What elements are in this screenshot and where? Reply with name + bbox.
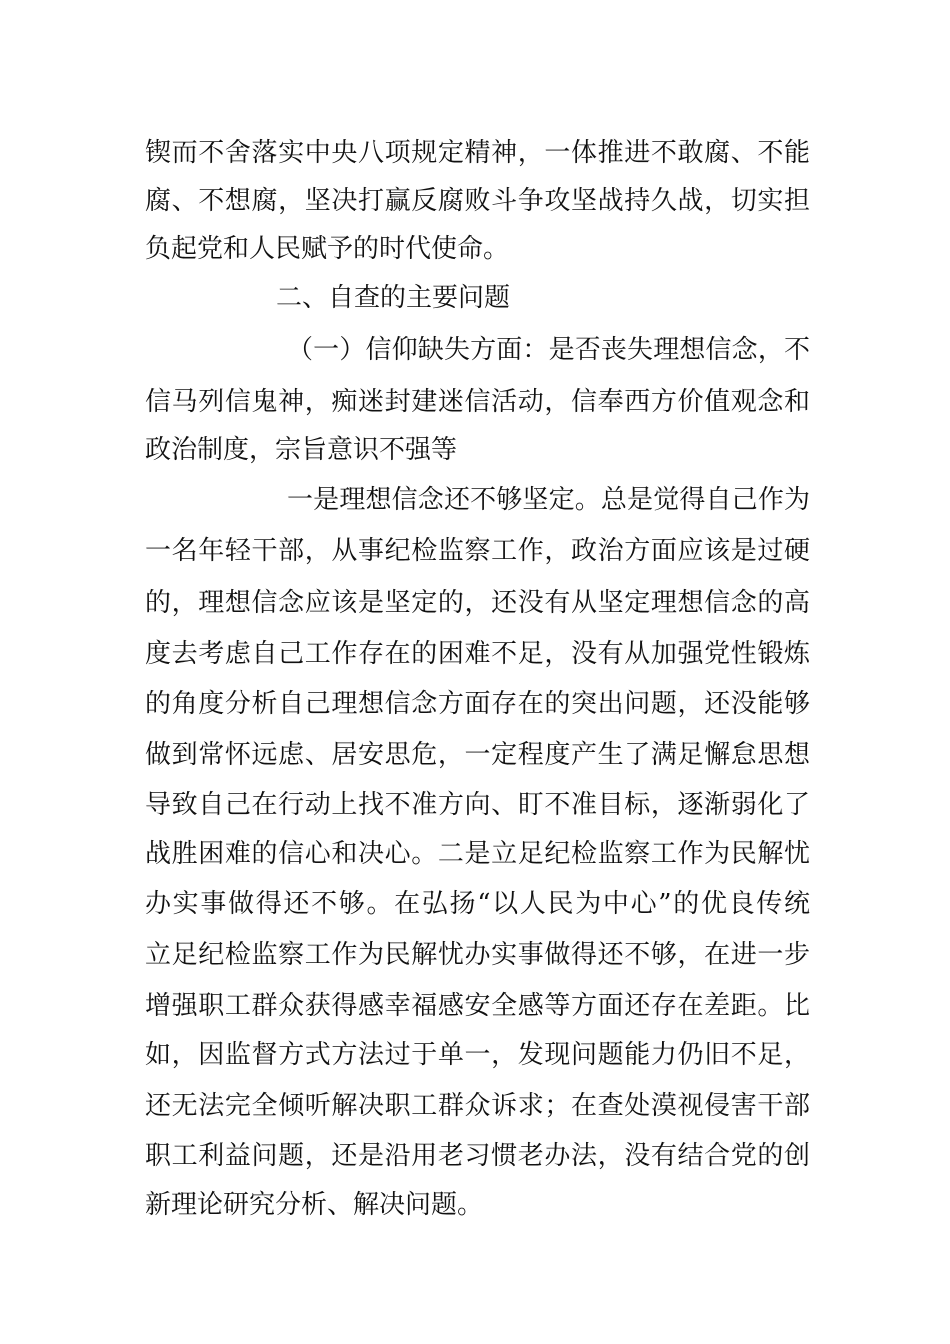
paragraph-line: 增强职工群众获得感幸福感安全感等方面还存在差距。比 <box>145 991 810 1021</box>
paragraph-line: 做到常怀远虑、居安思危，一定程度产生了满足懈怠思想 <box>145 740 810 770</box>
paragraph-line: 还无法完全倾听解决职工群众诉求；在查处漠视侵害干部 <box>145 1091 810 1121</box>
paragraph-line: 职工利益问题，还是沿用老习惯老办法，没有结合党的创 <box>145 1141 810 1171</box>
subsection-heading-line: （一）信仰缺失方面：是否丧失理想信念，不 <box>287 335 810 365</box>
paragraph-line: 度去考虑自己工作存在的困难不足，没有从加强党性锻炼 <box>145 639 810 669</box>
paragraph-line: 腐、不想腐，坚决打赢反腐败斗争攻坚战持久战，切实担 <box>145 186 810 216</box>
paragraph-line: 如，因监督方式方法过于单一，发现问题能力仍旧不足， <box>145 1040 810 1070</box>
paragraph-line: 战胜困难的信心和决心。二是立足纪检监察工作为民解忧 <box>145 839 810 869</box>
paragraph-line: 导致自己在行动上找不准方向、盯不准目标，逐渐弱化了 <box>145 790 810 820</box>
paragraph-line: 一名年轻干部，从事纪检监察工作，政治方面应该是过硬 <box>145 536 810 566</box>
paragraph-line: 办实事做得还不够。在弘扬“以人民为中心”的优良传统 <box>145 889 810 919</box>
paragraph-line: 锲而不舍落实中央八项规定精神，一体推进不敢腐、不能 <box>145 138 810 168</box>
subsection-heading-line: 信马列信鬼神，痴迷封建迷信活动，信奉西方价值观念和 <box>145 387 810 417</box>
subsection-heading-line: 政治制度，宗旨意识不强等 <box>145 435 458 465</box>
section-heading: 二、自查的主要问题 <box>276 283 511 313</box>
paragraph-line: 的角度分析自己理想信念方面存在的突出问题，还没能够 <box>145 689 810 719</box>
paragraph-line: 立足纪检监察工作为民解忧办实事做得还不够，在进一步 <box>145 940 810 970</box>
paragraph-line: 负起党和人民赋予的时代使命。 <box>145 234 510 264</box>
paragraph-line: 的，理想信念应该是坚定的，还没有从坚定理想信念的高 <box>145 588 810 618</box>
paragraph-line: 新理论研究分析、解决问题。 <box>145 1190 484 1220</box>
paragraph-line: 一是理想信念还不够坚定。总是觉得自己作为 <box>287 485 810 515</box>
